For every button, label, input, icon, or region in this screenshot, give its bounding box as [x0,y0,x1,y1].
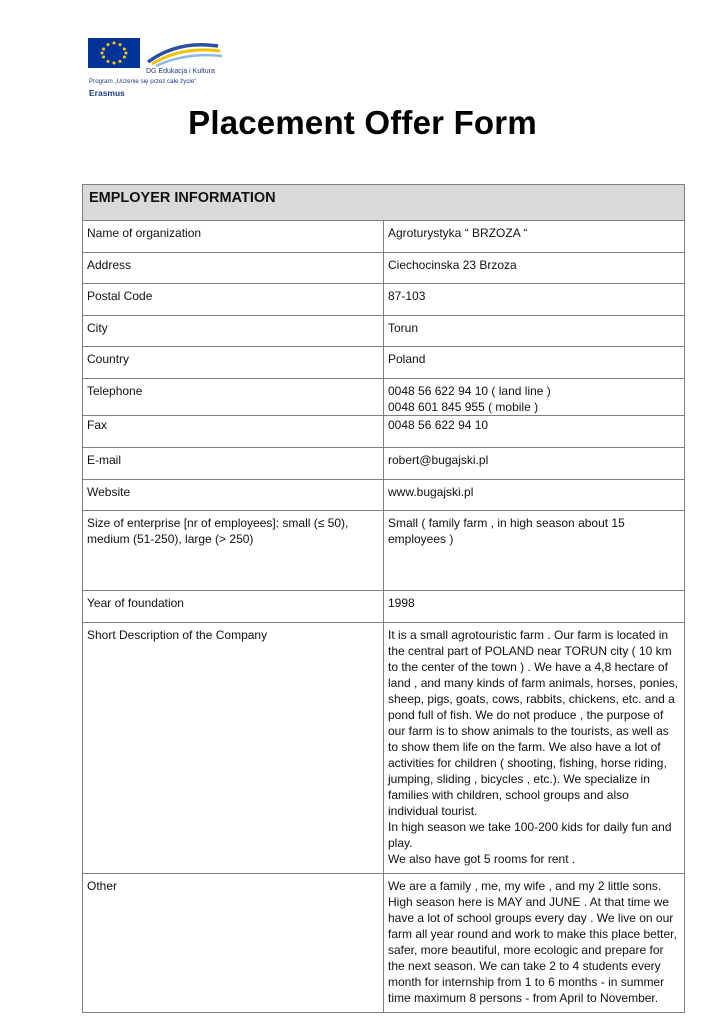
field-value: We are a family , me, my wife , and my 2 little sons. High season here is MAY and JUNE . At that time we have a lot of school groups every day . We live on our farm all year round and work to make this place better, safer, more beautiful, more ecologic and prepare for the next season. We can take 2 to 4 students every month for internship from 1 to 6 months - in summer time maximum 8 persons - from April to November. [384,874,685,1013]
table-row [83,874,685,1013]
field-value: 87-103 [384,284,685,316]
field-label: City [83,316,384,347]
field-label: Address [83,253,384,284]
field-label: Fax [83,416,384,448]
employer-information-table [82,184,685,1013]
field-label: Size of enterprise [nr of employees]: small (≤ 50), medium (51-250), large (> 250) [83,511,384,591]
page-title: Placement Offer Form [188,104,537,141]
table-row [83,448,685,480]
field-value: Small ( family farm , in high season about 15 employees ) [384,511,685,591]
logo-program-text: Program „Uczenie się przez całe życie” [89,78,197,85]
field-label: Country [83,347,384,379]
field-value: 1998 [384,591,685,623]
table-row [83,221,685,253]
table-row [83,623,685,874]
field-label: Postal Code [83,284,384,316]
table-row [83,511,685,591]
field-value: www.bugajski.pl [384,480,685,511]
logo-erasmus-text: Erasmus [89,88,125,98]
table-row [83,253,685,284]
logo-dg-text: DG Edukacja i Kultura [146,68,215,75]
section-header: EMPLOYER INFORMATION [83,185,685,221]
table-row [83,379,685,416]
erasmus-logo [86,36,226,102]
section-header-row [83,185,685,221]
field-value: 0048 56 622 94 10 [384,416,685,448]
field-label: E-mail [83,448,384,480]
field-value: robert@bugajski.pl [384,448,685,480]
table-row [83,480,685,511]
field-value: It is a small agrotouristic farm . Our farm is located in the central part of POLAND near TORUN city ( 10 km to the center of the town ) . We have a 4,8 hectare of land , and many kinds of farm animals, horses, ponies, sheep, pigs, goats, cows, rabbits, chickens, etc. and a pond full of fish. We do not produce , the purpose of our farm is to show animals to the tourists, as well as to show them life on the farm. We also have a lot of activities for children ( shooting, fishing, horse riding, jumping, sliding , bicycles , etc.). We specialize in families with children, school groups and also individual tourist. In high season we take 100-200 kids for daily fun and play. We also have got 5 rooms for rent . [384,623,685,874]
field-value: Ciechocinska 23 Brzoza [384,253,685,284]
field-value: Poland [384,347,685,379]
table-row [83,591,685,623]
table-row [83,284,685,316]
field-label: Other [83,874,384,1013]
field-label: Telephone [83,379,384,416]
field-value: 0048 56 622 94 10 ( land line ) 0048 601 845 955 ( mobile ) [384,379,685,416]
field-label: Website [83,480,384,511]
field-value: Torun [384,316,685,347]
field-value: Agroturystyka “ BRZOZA “ [384,221,685,253]
table-row [83,316,685,347]
table-row [83,416,685,448]
eu-flag-icon [86,36,226,70]
field-label: Short Description of the Company [83,623,384,874]
table-row [83,347,685,379]
field-label: Year of foundation [83,591,384,623]
field-label: Name of organization [83,221,384,253]
